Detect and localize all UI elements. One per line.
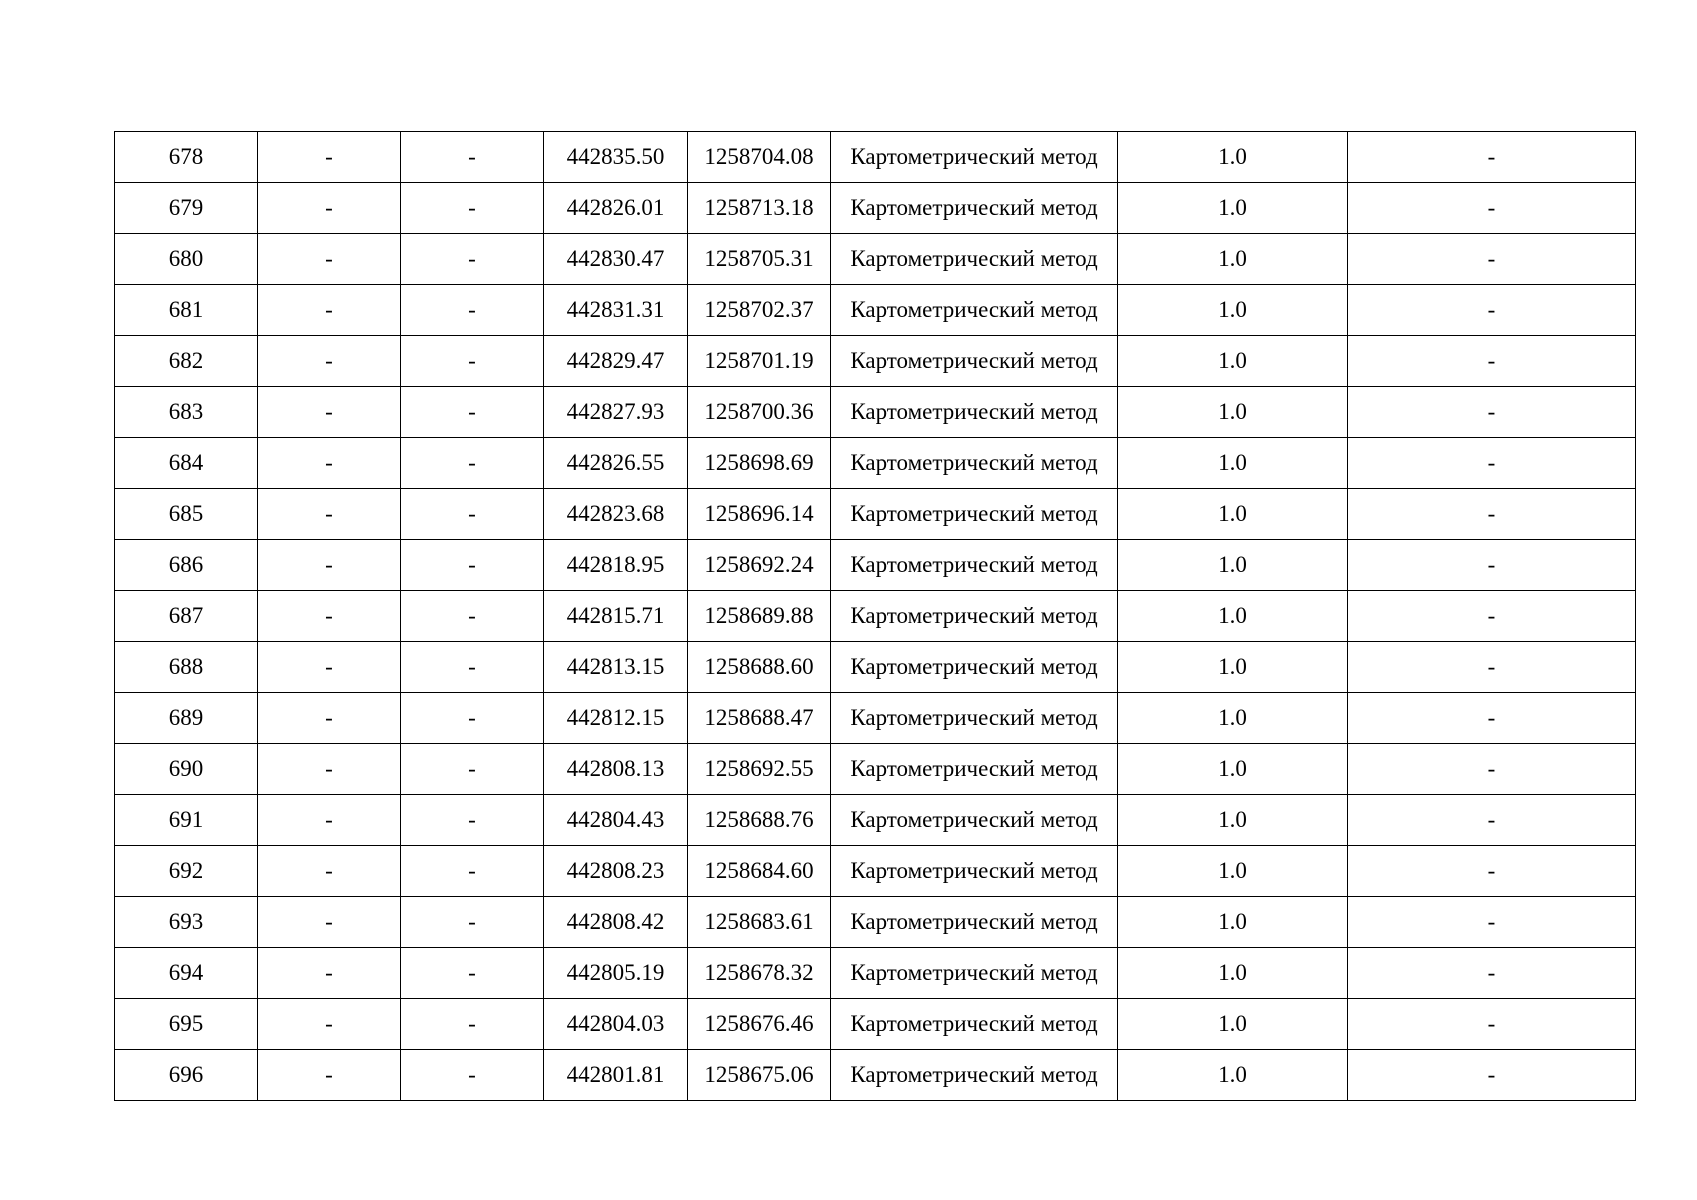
- accuracy-cell: 1.0: [1118, 132, 1348, 183]
- y-coordinate-cell: 1258702.37: [688, 285, 831, 336]
- point-number-cell: 687: [115, 591, 258, 642]
- table-row: [115, 183, 1636, 234]
- col2-cell: -: [258, 540, 401, 591]
- col8-cell: -: [1348, 846, 1636, 897]
- col2-cell: -: [258, 132, 401, 183]
- point-number-cell: 694: [115, 948, 258, 999]
- method-cell: Картометрический метод: [831, 285, 1118, 336]
- table-row: [115, 489, 1636, 540]
- method-cell: Картометрический метод: [831, 1050, 1118, 1101]
- col3-cell: -: [401, 1050, 544, 1101]
- table-row: [115, 897, 1636, 948]
- y-coordinate-cell: 1258688.76: [688, 795, 831, 846]
- point-number-cell: 678: [115, 132, 258, 183]
- method-cell: Картометрический метод: [831, 234, 1118, 285]
- col8-cell: -: [1348, 234, 1636, 285]
- col2-cell: -: [258, 846, 401, 897]
- col2-cell: -: [258, 387, 401, 438]
- col2-cell: -: [258, 795, 401, 846]
- col3-cell: -: [401, 489, 544, 540]
- accuracy-cell: 1.0: [1118, 846, 1348, 897]
- col8-cell: -: [1348, 489, 1636, 540]
- col2-cell: -: [258, 744, 401, 795]
- y-coordinate-cell: 1258692.55: [688, 744, 831, 795]
- y-coordinate-cell: 1258698.69: [688, 438, 831, 489]
- col3-cell: -: [401, 132, 544, 183]
- col8-cell: -: [1348, 540, 1636, 591]
- point-number-cell: 692: [115, 846, 258, 897]
- col2-cell: -: [258, 897, 401, 948]
- accuracy-cell: 1.0: [1118, 285, 1348, 336]
- col3-cell: -: [401, 948, 544, 999]
- col2-cell: -: [258, 489, 401, 540]
- col3-cell: -: [401, 438, 544, 489]
- y-coordinate-cell: 1258678.32: [688, 948, 831, 999]
- point-number-cell: 686: [115, 540, 258, 591]
- table-row: [115, 744, 1636, 795]
- col3-cell: -: [401, 336, 544, 387]
- col8-cell: -: [1348, 642, 1636, 693]
- point-number-cell: 683: [115, 387, 258, 438]
- point-number-cell: 679: [115, 183, 258, 234]
- table-row: [115, 642, 1636, 693]
- col2-cell: -: [258, 183, 401, 234]
- y-coordinate-cell: 1258692.24: [688, 540, 831, 591]
- x-coordinate-cell: 442831.31: [544, 285, 688, 336]
- method-cell: Картометрический метод: [831, 693, 1118, 744]
- table-row: [115, 948, 1636, 999]
- table-row: [115, 999, 1636, 1050]
- method-cell: Картометрический метод: [831, 489, 1118, 540]
- method-cell: Картометрический метод: [831, 591, 1118, 642]
- col3-cell: -: [401, 897, 544, 948]
- method-cell: Картометрический метод: [831, 183, 1118, 234]
- x-coordinate-cell: 442812.15: [544, 693, 688, 744]
- accuracy-cell: 1.0: [1118, 1050, 1348, 1101]
- y-coordinate-cell: 1258701.19: [688, 336, 831, 387]
- accuracy-cell: 1.0: [1118, 540, 1348, 591]
- x-coordinate-cell: 442823.68: [544, 489, 688, 540]
- y-coordinate-cell: 1258683.61: [688, 897, 831, 948]
- accuracy-cell: 1.0: [1118, 438, 1348, 489]
- y-coordinate-cell: 1258700.36: [688, 387, 831, 438]
- y-coordinate-cell: 1258688.60: [688, 642, 831, 693]
- coordinates-table: [114, 131, 1636, 1101]
- col8-cell: -: [1348, 438, 1636, 489]
- x-coordinate-cell: 442826.55: [544, 438, 688, 489]
- col2-cell: -: [258, 1050, 401, 1101]
- point-number-cell: 684: [115, 438, 258, 489]
- table-row: [115, 846, 1636, 897]
- point-number-cell: 688: [115, 642, 258, 693]
- method-cell: Картометрический метод: [831, 744, 1118, 795]
- x-coordinate-cell: 442815.71: [544, 591, 688, 642]
- x-coordinate-cell: 442804.03: [544, 999, 688, 1050]
- col8-cell: -: [1348, 948, 1636, 999]
- x-coordinate-cell: 442829.47: [544, 336, 688, 387]
- method-cell: Картометрический метод: [831, 846, 1118, 897]
- method-cell: Картометрический метод: [831, 897, 1118, 948]
- col8-cell: -: [1348, 285, 1636, 336]
- point-number-cell: 695: [115, 999, 258, 1050]
- accuracy-cell: 1.0: [1118, 489, 1348, 540]
- accuracy-cell: 1.0: [1118, 642, 1348, 693]
- y-coordinate-cell: 1258704.08: [688, 132, 831, 183]
- table-row: [115, 795, 1636, 846]
- col8-cell: -: [1348, 387, 1636, 438]
- method-cell: Картометрический метод: [831, 999, 1118, 1050]
- col8-cell: -: [1348, 591, 1636, 642]
- point-number-cell: 691: [115, 795, 258, 846]
- accuracy-cell: 1.0: [1118, 693, 1348, 744]
- method-cell: Картометрический метод: [831, 948, 1118, 999]
- col3-cell: -: [401, 846, 544, 897]
- col8-cell: -: [1348, 183, 1636, 234]
- point-number-cell: 689: [115, 693, 258, 744]
- x-coordinate-cell: 442813.15: [544, 642, 688, 693]
- table-row: [115, 438, 1636, 489]
- col2-cell: -: [258, 948, 401, 999]
- table-row: [115, 591, 1636, 642]
- col3-cell: -: [401, 183, 544, 234]
- col3-cell: -: [401, 387, 544, 438]
- method-cell: Картометрический метод: [831, 795, 1118, 846]
- col2-cell: -: [258, 999, 401, 1050]
- x-coordinate-cell: 442826.01: [544, 183, 688, 234]
- col8-cell: -: [1348, 336, 1636, 387]
- table-row: [115, 336, 1636, 387]
- col8-cell: -: [1348, 999, 1636, 1050]
- table-body: [115, 132, 1636, 1101]
- col8-cell: -: [1348, 693, 1636, 744]
- x-coordinate-cell: 442805.19: [544, 948, 688, 999]
- accuracy-cell: 1.0: [1118, 183, 1348, 234]
- method-cell: Картометрический метод: [831, 642, 1118, 693]
- x-coordinate-cell: 442808.42: [544, 897, 688, 948]
- accuracy-cell: 1.0: [1118, 387, 1348, 438]
- table-row: [115, 132, 1636, 183]
- table-row: [115, 693, 1636, 744]
- accuracy-cell: 1.0: [1118, 234, 1348, 285]
- point-number-cell: 681: [115, 285, 258, 336]
- x-coordinate-cell: 442808.13: [544, 744, 688, 795]
- method-cell: Картометрический метод: [831, 438, 1118, 489]
- table-row: [115, 387, 1636, 438]
- col2-cell: -: [258, 438, 401, 489]
- col2-cell: -: [258, 234, 401, 285]
- x-coordinate-cell: 442804.43: [544, 795, 688, 846]
- y-coordinate-cell: 1258713.18: [688, 183, 831, 234]
- col3-cell: -: [401, 234, 544, 285]
- y-coordinate-cell: 1258688.47: [688, 693, 831, 744]
- col3-cell: -: [401, 642, 544, 693]
- point-number-cell: 680: [115, 234, 258, 285]
- accuracy-cell: 1.0: [1118, 744, 1348, 795]
- y-coordinate-cell: 1258689.88: [688, 591, 831, 642]
- accuracy-cell: 1.0: [1118, 897, 1348, 948]
- accuracy-cell: 1.0: [1118, 999, 1348, 1050]
- col8-cell: -: [1348, 795, 1636, 846]
- accuracy-cell: 1.0: [1118, 795, 1348, 846]
- point-number-cell: 682: [115, 336, 258, 387]
- col8-cell: -: [1348, 1050, 1636, 1101]
- col3-cell: -: [401, 744, 544, 795]
- col2-cell: -: [258, 336, 401, 387]
- method-cell: Картометрический метод: [831, 540, 1118, 591]
- method-cell: Картометрический метод: [831, 132, 1118, 183]
- method-cell: Картометрический метод: [831, 336, 1118, 387]
- col2-cell: -: [258, 285, 401, 336]
- y-coordinate-cell: 1258676.46: [688, 999, 831, 1050]
- point-number-cell: 696: [115, 1050, 258, 1101]
- y-coordinate-cell: 1258675.06: [688, 1050, 831, 1101]
- table-row: [115, 1050, 1636, 1101]
- y-coordinate-cell: 1258705.31: [688, 234, 831, 285]
- col2-cell: -: [258, 591, 401, 642]
- x-coordinate-cell: 442830.47: [544, 234, 688, 285]
- x-coordinate-cell: 442808.23: [544, 846, 688, 897]
- x-coordinate-cell: 442818.95: [544, 540, 688, 591]
- accuracy-cell: 1.0: [1118, 948, 1348, 999]
- col2-cell: -: [258, 693, 401, 744]
- x-coordinate-cell: 442827.93: [544, 387, 688, 438]
- table-row: [115, 285, 1636, 336]
- y-coordinate-cell: 1258696.14: [688, 489, 831, 540]
- method-cell: Картометрический метод: [831, 387, 1118, 438]
- y-coordinate-cell: 1258684.60: [688, 846, 831, 897]
- accuracy-cell: 1.0: [1118, 336, 1348, 387]
- x-coordinate-cell: 442835.50: [544, 132, 688, 183]
- table-row: [115, 234, 1636, 285]
- col2-cell: -: [258, 642, 401, 693]
- table-row: [115, 540, 1636, 591]
- col3-cell: -: [401, 540, 544, 591]
- col8-cell: -: [1348, 744, 1636, 795]
- col8-cell: -: [1348, 897, 1636, 948]
- x-coordinate-cell: 442801.81: [544, 1050, 688, 1101]
- col8-cell: -: [1348, 132, 1636, 183]
- col3-cell: -: [401, 693, 544, 744]
- col3-cell: -: [401, 285, 544, 336]
- col3-cell: -: [401, 591, 544, 642]
- accuracy-cell: 1.0: [1118, 591, 1348, 642]
- col3-cell: -: [401, 795, 544, 846]
- col3-cell: -: [401, 999, 544, 1050]
- point-number-cell: 693: [115, 897, 258, 948]
- point-number-cell: 690: [115, 744, 258, 795]
- point-number-cell: 685: [115, 489, 258, 540]
